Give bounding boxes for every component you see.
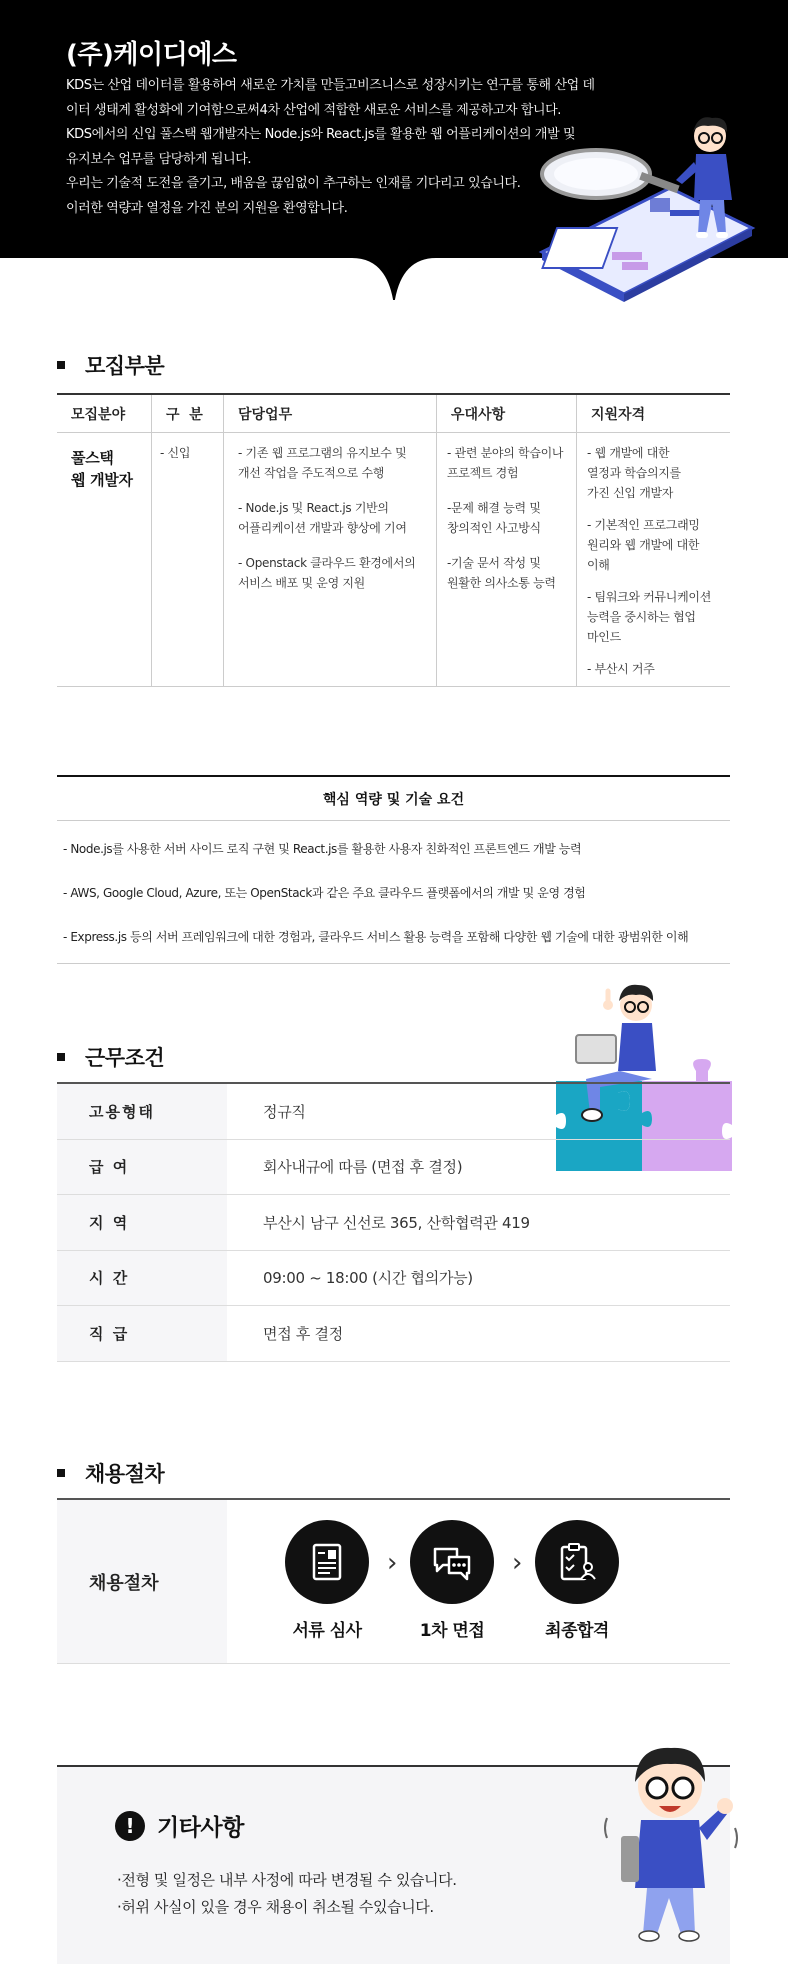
- etc-title: ! 기타사항: [115, 1809, 244, 1842]
- etc-item: ·허위 사실이 있을 경우 채용이 취소될 수있습니다.: [117, 1898, 434, 1916]
- work-row: [57, 1195, 730, 1251]
- intro-line: 유지보수 업무를 담당하게 됩니다.: [66, 151, 252, 167]
- exclamation-icon: !: [115, 1811, 145, 1841]
- work-row-value: 회사내규에 따름 (면접 후 결정): [263, 1158, 463, 1177]
- hiring-process: [57, 1498, 730, 1664]
- qualification-item: - 기본적인 프로그래밍 원리와 웹 개발에 대한 이해: [587, 518, 700, 572]
- recruit-table-body: [57, 433, 730, 686]
- process-label: 채용절차: [57, 1500, 227, 1663]
- duty-item: - Openstack 클라우드 환경에서의 서비스 배포 및 운영 지원: [238, 556, 416, 590]
- work-row-label: 시 간: [57, 1251, 227, 1306]
- header-preferred: 우대사항: [437, 395, 577, 432]
- core-skill-item: - AWS, Google Cloud, Azure, 또는 OpenStack과 같은 주요 클라우드 플랫폼에서의 개발 및 운영 경험: [63, 886, 586, 900]
- work-row: [57, 1251, 730, 1307]
- work-row-value: 부산시 남구 신선로 365, 산학협력관 419: [263, 1213, 530, 1232]
- recruit-table-header: [57, 395, 730, 433]
- preferred-item: -문제 해결 능력 및 창의적인 사고방식: [447, 501, 541, 535]
- work-row: [57, 1084, 730, 1140]
- work-row-label: 급 여: [57, 1140, 227, 1195]
- qualification-item: - 부산시 거주: [587, 662, 655, 676]
- square-bullet-icon: [57, 1053, 65, 1061]
- qualification-item: - 웹 개발에 대한 열정과 학습의지를 가진 신입 개발자: [587, 446, 681, 500]
- chevron-right-icon: ›: [512, 1548, 523, 1578]
- work-row-value: 면접 후 결정: [263, 1324, 343, 1343]
- core-skills-box: [57, 775, 730, 964]
- process-step: [392, 1520, 512, 1641]
- intro-line: KDS에서의 신입 풀스택 웹개발자는 Node.js와 React.js를 활용한 웹 어플리케이션의 개발 및: [66, 127, 576, 142]
- qualification-item: - 팀워크와 커뮤니케이션 능력을 중시하는 협업 마인드: [587, 590, 711, 644]
- header-field: 모집분야: [57, 395, 152, 432]
- work-row-value: 09:00 ~ 18:00 (시간 협의가능): [263, 1269, 473, 1288]
- header-qualifications: 지원자격: [591, 406, 646, 423]
- core-skill-item: - Express.js 등의 서버 프레임워크에 대한 경험과, 클라우드 서비스 활용 능력을 포함해 다양한 웹 기술에 대한 광범위한 이해: [63, 930, 689, 944]
- process-step: [267, 1520, 387, 1641]
- step-label: 1차 면접: [419, 1621, 485, 1641]
- chat-icon: [410, 1520, 494, 1604]
- recruit-table: [57, 393, 730, 687]
- work-row: [57, 1306, 730, 1362]
- work-row-label: 지 역: [57, 1195, 227, 1250]
- company-title: (주)케이디에스: [66, 40, 237, 70]
- work-row: [57, 1140, 730, 1196]
- developer-magnifier-illustration: [530, 110, 780, 310]
- clipboard-check-icon: [535, 1520, 619, 1604]
- process-section-title: 채용절차: [57, 1458, 164, 1488]
- header-duties: 담당업무: [224, 395, 437, 432]
- square-bullet-icon: [57, 361, 65, 369]
- intro-line: 이터 생태계 활성화에 기여함으로써4차 산업에 적합한 새로운 서비스를 제공하고자 합니다.: [66, 102, 562, 118]
- recruit-section-title: 모집부분: [57, 350, 164, 380]
- square-bullet-icon: [57, 1469, 65, 1477]
- intro-line: KDS는 산업 데이터를 활용하여 새로운 가치를 만들고비즈니스로 성장시키는 연구를 통해 산업 데: [66, 78, 595, 93]
- core-skills-title: 핵심 역량 및 기술 요건: [57, 777, 730, 821]
- work-row-value: 정규직: [263, 1102, 306, 1121]
- core-skill-item: - Node.js를 사용한 서버 사이드 로직 구현 및 React.js를 활용한 사용자 친화적인 프론트엔드 개발 능력: [63, 842, 582, 856]
- work-row-label: 고용형태: [57, 1084, 227, 1139]
- recruit-type: - 신입: [160, 446, 191, 460]
- work-conditions-table: [57, 1082, 730, 1362]
- process-steps: [227, 1500, 730, 1663]
- preferred-item: -기술 문서 작성 및 원활한 의사소통 능력: [447, 556, 556, 590]
- preferred-item: - 관련 분야의 학습이나 프로젝트 경험: [447, 446, 564, 480]
- process-step: [517, 1520, 637, 1641]
- etc-item: ·전형 및 일정은 내부 사정에 따라 변경될 수 있습니다.: [117, 1871, 457, 1889]
- duty-item: - 기존 웹 프로그램의 유지보수 및 개선 작업을 주도적으로 수행: [238, 446, 407, 480]
- duty-item: - Node.js 및 React.js 기반의 어플리케이션 개발과 향상에 기여: [238, 501, 407, 535]
- header-type: 구 분: [152, 395, 224, 432]
- document-icon: [285, 1520, 369, 1604]
- step-label: 서류 심사: [292, 1621, 362, 1641]
- work-section-title: 근무조건: [57, 1042, 164, 1072]
- field-name: 풀스택 웹 개발자: [71, 449, 133, 489]
- intro-line: 우리는 기술적 도전을 즐기고, 배움을 끊임없이 추구하는 인재를 기다리고 있습니다.: [66, 176, 521, 191]
- developer-thumbs-up-illustration: [595, 1728, 745, 1948]
- chevron-right-icon: ›: [387, 1548, 398, 1578]
- intro-line: 이러한 역량과 열정을 가진 분의 지원을 환영합니다.: [66, 200, 348, 216]
- step-label: 최종합격: [545, 1621, 609, 1641]
- work-row-label: 직 급: [57, 1306, 227, 1361]
- hero-header: [0, 0, 788, 300]
